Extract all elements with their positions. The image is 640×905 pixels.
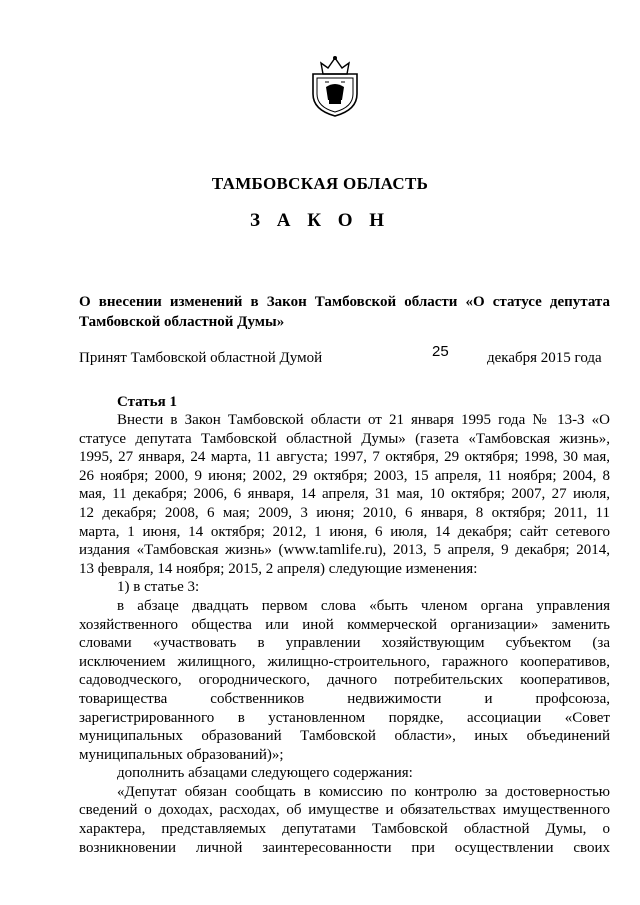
article-body <box>79 411 610 857</box>
coat-of-arms-emblem <box>309 54 361 118</box>
body-line: садоводческого, огороднического, дачного потребительских кооперативов, <box>79 672 610 689</box>
body-line: товарищества собственников недвижимости и профсоюза, <box>79 690 610 707</box>
law-subject <box>79 292 610 332</box>
body-line: статусе депутата Тамбовской областной Думы» (газета «Тамбовская жизнь», <box>79 430 610 447</box>
body-line: дополнить абзацами следующего содержания: <box>117 765 413 782</box>
body-line: марта, 1 июня, 14 октября; 2012, 1 июня, 6 июля, 14 декабря; сайт сетевого <box>79 523 610 540</box>
body-line: муниципальных образований)»; <box>79 746 284 763</box>
body-line: Внести в Закон Тамбовской области от 21 января 1995 года № 13-З «О <box>117 412 610 428</box>
body-line: исключением жилищного, жилищно-строительного, гаражного кооперативов, <box>79 653 610 670</box>
region-heading: ТАМБОВСКАЯ ОБЛАСТЬ <box>211 174 429 193</box>
adopted-day: 25 <box>432 343 449 360</box>
document-type-heading: З А К О Н <box>249 210 391 231</box>
body-line: сведений о доходах, расходах, об имуществе и обязательствах имущественного <box>79 802 610 819</box>
law-subject-line: О внесении изменений в Закон Тамбовской области «О статусе депутата <box>79 294 610 310</box>
body-line: муниципальных образований Тамбовской области», иных объединений <box>79 728 610 745</box>
body-line: возникновении личной заинтересованности при осуществлении своих <box>79 839 610 856</box>
body-line: «Депутат обязан сообщать в комиссию по контролю за достоверностью <box>117 783 610 800</box>
body-line: зарегистрированного в установленном порядке, ассоциации «Совет <box>79 709 610 726</box>
body-line: словами «участвовать в управлении хозяйствующим субъектом (за <box>79 635 610 652</box>
body-line: издания «Тамбовская жизнь» (www.tamlife.ru), 2013, 5 апреля, 9 декабря; 2014, <box>79 542 610 559</box>
body-line: характера, представляемых депутатами Тамбовской областной Думы, о <box>79 821 610 838</box>
body-line: хозяйственного общества или иной коммерческой организации» заменить <box>79 616 610 633</box>
article-title: Статья 1 <box>117 394 177 410</box>
body-line: 12 декабря; 2008, 6 мая; 2009, 3 июня; 2010, 6 января, 8 октября; 2011, 11 <box>79 504 610 521</box>
body-line: 13 февраля, 14 ноября; 2015, 2 апреля) следующие изменения: <box>79 560 478 577</box>
adopted-by-text: Принят Тамбовской областной Думой <box>79 350 323 366</box>
body-line: 1) в статье 3: <box>117 579 200 596</box>
law-subject-line: Тамбовской областной Думы» <box>79 314 285 330</box>
body-line: в абзаце двадцать первом слова «быть членом органа управления <box>117 597 610 614</box>
body-line: мая, 11 декабря; 2006, 6 января, 14 апреля, 31 мая, 10 октября; 2007, 27 июля, <box>79 486 610 503</box>
body-line: 1995, 27 января, 24 марта, 11 августа; 1997, 7 октября, 29 октября; 1998, 30 мая, <box>79 449 610 466</box>
adopted-date-text: декабря 2015 года <box>487 350 602 366</box>
body-line: 26 ноября; 2000, 9 июня; 2002, 29 октября; 2003, 15 апреля, 11 ноября; 2004, 8 <box>79 467 610 484</box>
